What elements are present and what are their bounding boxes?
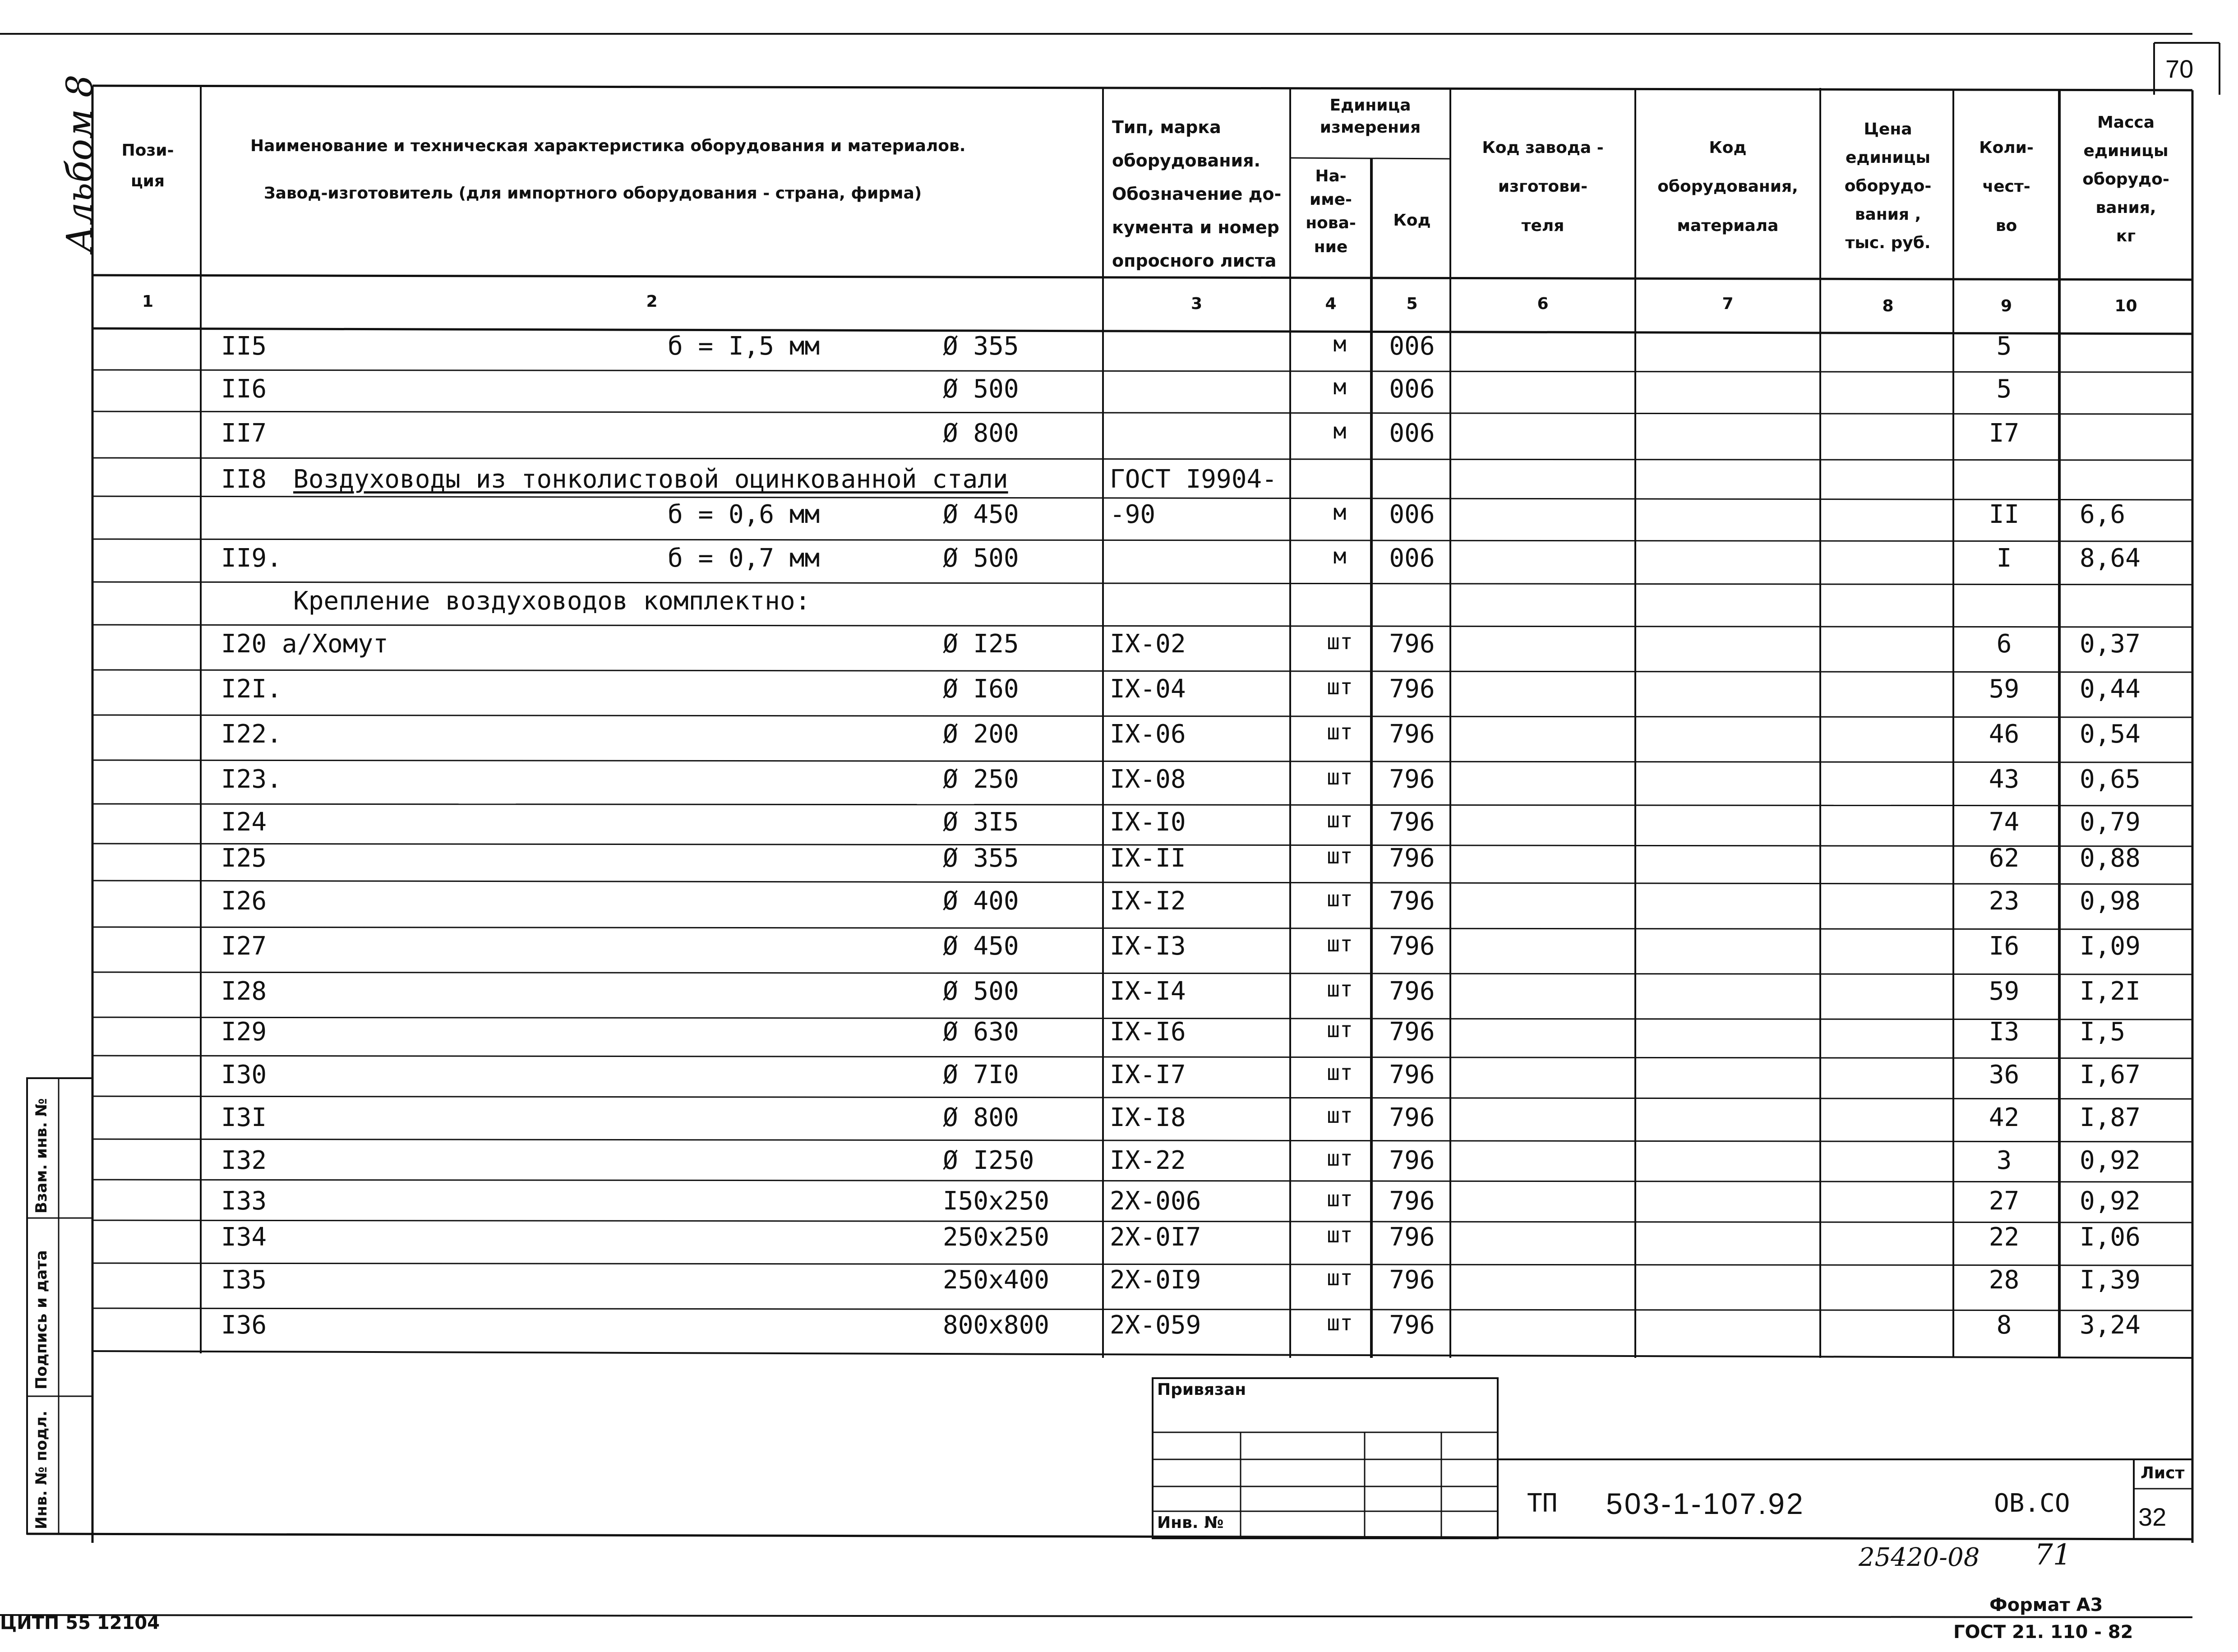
row-quantity: 22 xyxy=(1989,1223,2020,1252)
page-number: 70 xyxy=(2165,55,2194,83)
table-row xyxy=(0,1017,2238,1058)
header-name-line1: Наименование и техническая характеристика оборудования и материалов. xyxy=(250,137,966,155)
row-unit: шт xyxy=(1327,1265,1353,1291)
row-quantity: 46 xyxy=(1989,720,2020,749)
row-mass: 8,64 xyxy=(2080,544,2141,573)
row-position: I20 а/Хомут xyxy=(221,629,388,659)
row-unit: шт xyxy=(1327,629,1353,655)
standard-label: ГОСТ 21. 110 - 82 xyxy=(1953,1622,2133,1643)
row-position: I28 xyxy=(221,977,267,1006)
table-row xyxy=(0,629,2238,670)
colnum-3: 3 xyxy=(1191,295,1203,313)
row-unit-code: 796 xyxy=(1389,1265,1435,1295)
side-label-signature: Подпись и дата xyxy=(32,1250,51,1389)
row-quantity: 36 xyxy=(1989,1060,2020,1089)
row-diameter: I50x250 xyxy=(943,1186,1050,1216)
row-diameter: Ø 630 xyxy=(943,1017,1019,1047)
row-mass: I,06 xyxy=(2080,1223,2141,1252)
row-position: I23. xyxy=(221,765,282,794)
row-quantity: 6 xyxy=(1996,629,2012,659)
row-unit-code: 796 xyxy=(1389,1060,1435,1089)
row-diameter: 800x800 xyxy=(943,1311,1050,1340)
header-type: Тип, марка оборудования. Обозначение до- кумента и номер опросного листа xyxy=(1112,117,1282,271)
table-row xyxy=(0,586,2238,627)
row-unit-code: 796 xyxy=(1389,629,1435,659)
row-unit: м xyxy=(1333,374,1347,400)
row-quantity: 5 xyxy=(1996,374,2012,404)
row-mass: 3,24 xyxy=(2080,1311,2141,1340)
colnum-7: 7 xyxy=(1722,295,1734,313)
row-type: IX-04 xyxy=(1110,674,1186,704)
row-position: I25 xyxy=(221,844,267,873)
row-diameter: Ø 200 xyxy=(943,720,1019,749)
row-unit-code: 006 xyxy=(1389,544,1435,573)
row-diameter: Ø 500 xyxy=(943,977,1019,1006)
row-unit: шт xyxy=(1327,1060,1353,1085)
header-position: Пози- ция xyxy=(121,141,174,191)
header-unit-name: На- име- нова- ние xyxy=(1306,167,1356,256)
row-position: I24 xyxy=(221,808,267,837)
row-unit-code: 796 xyxy=(1389,932,1435,961)
table-row xyxy=(0,765,2238,805)
table-row xyxy=(0,544,2238,584)
row-position: I27 xyxy=(221,932,267,961)
table-row xyxy=(0,332,2238,372)
row-quantity: 59 xyxy=(1989,674,2020,704)
row-type: IX-I3 xyxy=(1110,932,1186,961)
row-unit: шт xyxy=(1327,765,1353,790)
row-type: IX-06 xyxy=(1110,720,1186,749)
row-quantity: 5 xyxy=(1996,332,2012,361)
citp-label: ЦИТП 55 12104 xyxy=(0,1613,160,1634)
row-diameter: Ø I250 xyxy=(943,1146,1034,1175)
row-quantity: 28 xyxy=(1989,1265,2020,1295)
row-unit-code: 796 xyxy=(1389,977,1435,1006)
row-unit-code: 796 xyxy=(1389,808,1435,837)
row-unit: шт xyxy=(1327,1146,1353,1171)
album-label: Альбом 8 xyxy=(59,74,101,253)
row-quantity: 43 xyxy=(1989,765,2020,794)
row-mass: I,67 xyxy=(2080,1060,2141,1089)
stamp-tp: ТП xyxy=(1527,1489,1558,1518)
row-diameter: Ø I25 xyxy=(943,629,1019,659)
colnum-2: 2 xyxy=(646,292,658,311)
colnum-1: 1 xyxy=(142,292,154,311)
row-unit-code: 796 xyxy=(1389,1103,1435,1132)
row-type: IX-08 xyxy=(1110,765,1186,794)
table-row xyxy=(0,674,2238,715)
row-quantity: 8 xyxy=(1996,1311,2012,1340)
row-unit-code: 796 xyxy=(1389,1223,1435,1252)
row-position: I29 xyxy=(221,1017,267,1047)
row-mass: 0,88 xyxy=(2080,844,2141,873)
row-type: IX-I2 xyxy=(1110,886,1186,916)
row-position: II7 xyxy=(221,419,267,448)
row-diameter: Ø 400 xyxy=(943,886,1019,916)
row-mass: 6,6 xyxy=(2080,500,2126,529)
row-name: Воздуховоды из тонколистовой оцинкованной стали xyxy=(293,465,1008,494)
header-mass: Масса единицы оборудо- вания, кг xyxy=(2082,113,2169,245)
row-position: I26 xyxy=(221,886,267,916)
row-position: II8 xyxy=(221,465,267,494)
row-diameter: Ø 800 xyxy=(943,419,1019,448)
header-quantity: Коли- чест- во xyxy=(1979,138,2034,235)
row-unit: шт xyxy=(1327,720,1353,745)
row-type: IX-II xyxy=(1110,844,1186,873)
row-unit-code: 796 xyxy=(1389,844,1435,873)
row-quantity: 27 xyxy=(1989,1186,2020,1216)
row-unit-code: 796 xyxy=(1389,1146,1435,1175)
row-thickness: б = I,5 мм xyxy=(668,332,820,361)
row-mass: I,09 xyxy=(2080,932,2141,961)
row-unit-code: 006 xyxy=(1389,419,1435,448)
row-mass: I,2I xyxy=(2080,977,2141,1006)
row-mass: I,39 xyxy=(2080,1265,2141,1295)
table-row xyxy=(0,1186,2238,1227)
row-diameter: Ø 450 xyxy=(943,932,1019,961)
row-unit-code: 796 xyxy=(1389,720,1435,749)
colnum-8: 8 xyxy=(1882,297,1894,315)
colnum-10: 10 xyxy=(2114,297,2137,315)
row-unit: шт xyxy=(1327,674,1353,700)
table-row xyxy=(0,465,2238,505)
row-unit: шт xyxy=(1327,808,1353,833)
table-row xyxy=(0,500,2238,540)
table-row xyxy=(0,1311,2238,1351)
row-diameter: Ø 250 xyxy=(943,765,1019,794)
row-position: I34 xyxy=(221,1223,267,1252)
row-position: I30 xyxy=(221,1060,267,1089)
colnum-9: 9 xyxy=(2000,297,2012,315)
table-row xyxy=(0,1223,2238,1263)
table-row xyxy=(0,808,2238,848)
row-type: IX-I8 xyxy=(1110,1103,1186,1132)
format-label: Формат А3 xyxy=(1989,1595,2103,1615)
header-name-line2: Завод-изготовитель (для импортного оборудования - страна, фирма) xyxy=(264,184,922,203)
row-unit-code: 796 xyxy=(1389,1311,1435,1340)
table-row xyxy=(0,1103,2238,1144)
row-unit: шт xyxy=(1327,1311,1353,1336)
row-quantity: I3 xyxy=(1989,1017,2020,1047)
row-diameter: Ø 500 xyxy=(943,544,1019,573)
row-type: ГОСТ I9904- xyxy=(1110,465,1277,494)
row-mass: 0,79 xyxy=(2080,808,2141,837)
row-diameter: 250x400 xyxy=(943,1265,1050,1295)
row-unit-code: 796 xyxy=(1389,1186,1435,1216)
stamp-bound-label: Привязан xyxy=(1157,1380,1246,1399)
row-unit-code: 796 xyxy=(1389,1017,1435,1047)
handwritten-sheet: 71 xyxy=(2035,1538,2072,1572)
header-plant-code: Код завода - изготови- теля xyxy=(1482,138,1604,235)
row-unit-code: 796 xyxy=(1389,674,1435,704)
row-unit: шт xyxy=(1327,1103,1353,1128)
side-label-replacement: Взам. инв. № xyxy=(32,1098,51,1214)
row-thickness: б = 0,6 мм xyxy=(668,500,820,529)
row-type: 2X-059 xyxy=(1110,1311,1201,1340)
row-position: I32 xyxy=(221,1146,267,1175)
row-unit: м xyxy=(1333,544,1347,569)
row-position: I36 xyxy=(221,1311,267,1340)
row-diameter: 250x250 xyxy=(943,1223,1050,1252)
row-position: I3I xyxy=(221,1103,267,1132)
row-unit: шт xyxy=(1327,886,1353,912)
row-diameter: Ø I60 xyxy=(943,674,1019,704)
row-diameter: Ø 450 xyxy=(943,500,1019,529)
row-unit-code: 796 xyxy=(1389,886,1435,916)
row-mass: 0,92 xyxy=(2080,1146,2141,1175)
row-type: IX-22 xyxy=(1110,1146,1186,1175)
row-quantity: 74 xyxy=(1989,808,2020,837)
row-diameter: Ø 355 xyxy=(943,332,1019,361)
table-row xyxy=(0,932,2238,972)
row-diameter: Ø 800 xyxy=(943,1103,1019,1132)
row-quantity: II xyxy=(1989,500,2020,529)
stamp-sheet-number: 32 xyxy=(2138,1503,2167,1531)
row-position: I2I. xyxy=(221,674,282,704)
handwritten-number: 25420-08 xyxy=(1859,1543,1980,1572)
row-quantity: I6 xyxy=(1989,932,2020,961)
row-unit-code: 796 xyxy=(1389,765,1435,794)
row-thickness: б = 0,7 мм xyxy=(668,544,820,573)
row-mass: 0,37 xyxy=(2080,629,2141,659)
row-diameter: Ø 355 xyxy=(943,844,1019,873)
row-quantity: 3 xyxy=(1996,1146,2012,1175)
row-quantity: 59 xyxy=(1989,977,2020,1006)
row-unit: м xyxy=(1333,419,1347,444)
colnum-6: 6 xyxy=(1537,295,1549,313)
row-type: IX-I0 xyxy=(1110,808,1186,837)
colnum-5: 5 xyxy=(1406,295,1418,313)
row-unit: шт xyxy=(1327,1223,1353,1248)
row-unit-code: 006 xyxy=(1389,500,1435,529)
table-row xyxy=(0,374,2238,415)
row-mass: 0,44 xyxy=(2080,674,2141,704)
header-price: Цена единицы оборудо- вания , тыс. руб. xyxy=(1844,120,1932,252)
row-type: 2X-006 xyxy=(1110,1186,1201,1216)
row-diameter: Ø 500 xyxy=(943,374,1019,404)
row-type: IX-02 xyxy=(1110,629,1186,659)
table-row xyxy=(0,1146,2238,1186)
row-position: I35 xyxy=(221,1265,267,1295)
row-quantity: 42 xyxy=(1989,1103,2020,1132)
row-unit: шт xyxy=(1327,844,1353,869)
row-quantity: 23 xyxy=(1989,886,2020,916)
row-type: -90 xyxy=(1110,500,1156,529)
row-mass: 0,54 xyxy=(2080,720,2141,749)
row-unit: м xyxy=(1333,500,1347,525)
row-mass: I,87 xyxy=(2080,1103,2141,1132)
row-mass: 0,65 xyxy=(2080,765,2141,794)
row-position: II6 xyxy=(221,374,267,404)
row-type: IX-I6 xyxy=(1110,1017,1186,1047)
row-type: IX-I4 xyxy=(1110,977,1186,1006)
colnum-4: 4 xyxy=(1325,295,1337,313)
stamp-doc-code: ОВ.СО xyxy=(1994,1489,2070,1518)
row-type: 2X-0I7 xyxy=(1110,1223,1201,1252)
row-unit: шт xyxy=(1327,1017,1353,1043)
table-row xyxy=(0,720,2238,760)
stamp-inv-label: Инв. № xyxy=(1157,1514,1224,1532)
stamp-sheet-label: Лист xyxy=(2141,1464,2185,1482)
row-position: I22. xyxy=(221,720,282,749)
row-type: 2X-0I9 xyxy=(1110,1265,1201,1295)
row-position: I33 xyxy=(221,1186,267,1216)
row-position: II5 xyxy=(221,332,267,361)
row-name: Крепление воздуховодов комплектно: xyxy=(293,586,811,616)
row-unit: шт xyxy=(1327,932,1353,957)
header-equipment-code: Код оборудования, материала xyxy=(1657,138,1798,235)
header-unit-code: Код xyxy=(1393,211,1431,230)
row-quantity: I xyxy=(1996,544,2012,573)
row-mass: 0,92 xyxy=(2080,1186,2141,1216)
header-unit: Единица измерения xyxy=(1320,96,1421,137)
stamp-doc-number: 503-1-107.92 xyxy=(1606,1487,1805,1520)
table-row xyxy=(0,977,2238,1017)
table-row xyxy=(0,419,2238,459)
row-unit: шт xyxy=(1327,1186,1353,1212)
row-position: II9. xyxy=(221,544,282,573)
row-type: IX-I7 xyxy=(1110,1060,1186,1089)
table-row xyxy=(0,844,2238,884)
row-quantity: I7 xyxy=(1989,419,2020,448)
table-row xyxy=(0,886,2238,927)
row-diameter: Ø 7I0 xyxy=(943,1060,1019,1089)
row-unit-code: 006 xyxy=(1389,332,1435,361)
row-unit-code: 006 xyxy=(1389,374,1435,404)
row-unit: м xyxy=(1333,332,1347,357)
table-row xyxy=(0,1265,2238,1306)
row-mass: 0,98 xyxy=(2080,886,2141,916)
side-label-inventory: Инв. № подл. xyxy=(32,1410,51,1529)
row-mass: I,5 xyxy=(2080,1017,2126,1047)
row-quantity: 62 xyxy=(1989,844,2020,873)
row-diameter: Ø 3I5 xyxy=(943,808,1019,837)
row-unit: шт xyxy=(1327,977,1353,1002)
table-row xyxy=(0,1060,2238,1101)
